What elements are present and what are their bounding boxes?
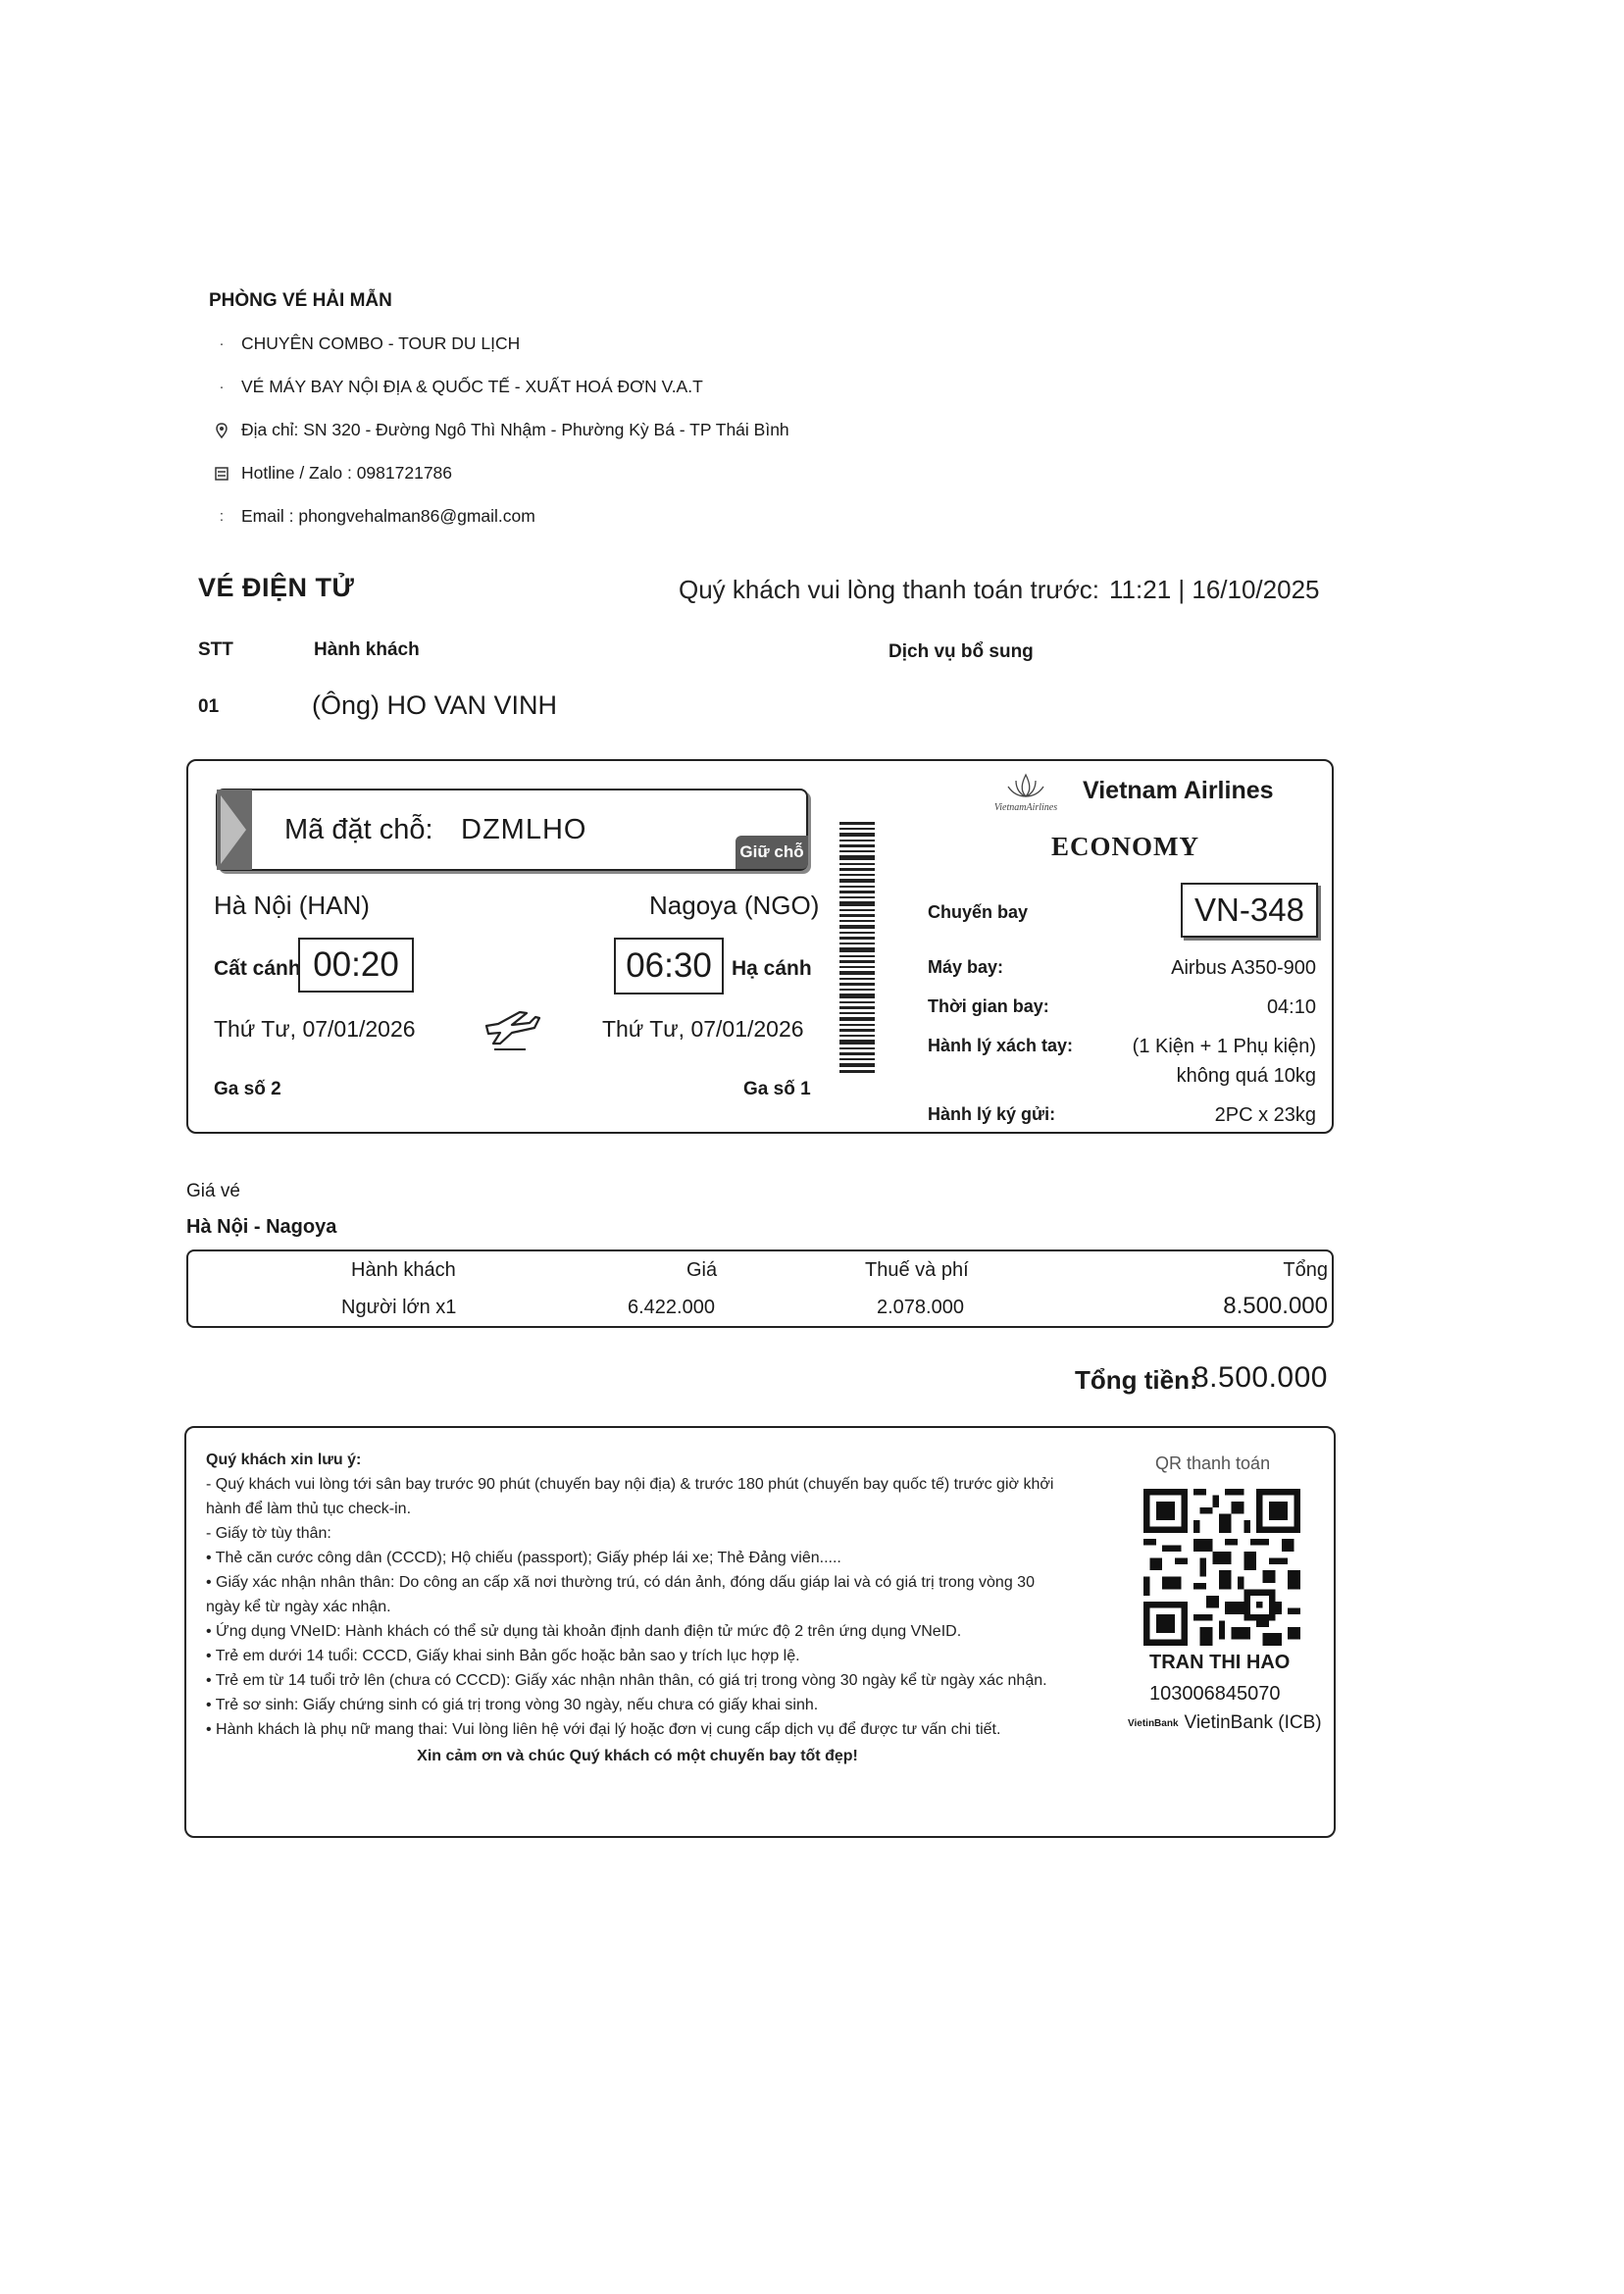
account-number: 103006845070 [1149,1683,1281,1705]
destination-city: Nagoya (NGO) [649,891,820,920]
note-item: • Ứng dụng VNeID: Hành khách có thể sử dụng tài khoản định danh điện tử mức độ 2 trên ứng dụng VNeID. [206,1623,962,1640]
flight-label: Chuyến bay [928,902,1029,922]
notes [206,1448,1069,1768]
arrival-time: 06:30 [614,938,724,994]
agency-address [214,420,789,440]
checked-baggage-label: Hành lý ký gửi: [928,1104,1056,1124]
fare-total: 8.500.000 [1223,1293,1328,1319]
grand-total-value: 8.500.000 [1193,1361,1328,1394]
agency-line-text: CHUYÊN COMBO - TOUR DU LỊCH [241,333,521,353]
notes-title: Quý khách xin lưu ý: [206,1452,362,1468]
departure-terminal: Ga số 2 [214,1079,281,1099]
fare-header-total: Tổng [1283,1259,1328,1281]
note-item: • Trẻ em từ 14 tuổi trở lên (chưa có CCCD): Giấy xác nhận nhân thân, có giá trị trong vòng 30 ngày kể từ ngày xác nhận. [206,1672,1047,1689]
closing-message: Xin cảm ơn và chúc Quý khách có một chuyến bay tốt đẹp! [417,1748,858,1764]
fare-tax: 2.078.000 [877,1297,964,1318]
passenger-stt: 01 [198,696,220,717]
note-item: • Giấy xác nhận nhân thân: Do công an cấp xã nơi thường trú, có dán ảnh, đóng dấu giáp lai và có giá trị trong vòng 30 ngày kể từ ngày xác nhận. [206,1574,1035,1615]
note-item: - Quý khách vui lòng tới sân bay trước 90 phút (chuyến bay nội địa) & trước 180 phút (chuyến bay quốc tế) trước giờ khởi hành để làm thủ tục check-in. [206,1476,1054,1517]
agency-line [214,377,703,397]
cabin-baggage-limit: không quá 10kg [1176,1065,1316,1087]
airplane-icon [481,1004,541,1051]
fare-passenger: Người lớn x1 [341,1297,457,1318]
pnr-code: DZMLHO [461,814,587,845]
agency-email-text: Email : phongvehalman86@gmail.com [241,506,535,526]
note-item: - Giấy tờ tùy thân: [206,1525,331,1542]
header-stt: STT [198,639,233,660]
agency-hotline-text: Hotline / Zalo : 0981721786 [241,463,453,483]
qr-title: QR thanh toán [1155,1453,1271,1473]
header-services: Dịch vụ bổ sung [888,641,1034,662]
fare-header-price: Giá [686,1259,718,1281]
pnr-label: Mã đặt chỗ: [284,814,433,845]
duration-value: 04:10 [1266,996,1316,1018]
fare-route: Hà Nội - Nagoya [186,1216,337,1238]
cabin-baggage-label: Hành lý xách tay: [928,1036,1074,1055]
bullet-icon: · [219,335,225,352]
payment-deadline-note [679,575,1320,605]
note-item: • Trẻ em dưới 14 tuổi: CCCD, Giấy khai sinh Bản gốc hoặc bản sao y trích lục hợp lệ. [206,1648,800,1664]
arrival-label: Hạ cánh [732,957,812,980]
status-badge: Giữ chỗ [736,836,808,869]
bullet-icon: · [219,379,225,395]
arrival-date: Thứ Tư, 07/01/2026 [602,1016,804,1042]
aircraft-label: Máy bay: [928,957,1004,977]
note-item: • Thẻ căn cước công dân (CCCD); Hộ chiếu (passport); Giấy phép lái xe; Thẻ Đảng viên..... [206,1550,841,1566]
checked-baggage-value: 2PC x 23kg [1214,1104,1316,1126]
fare-label: Giá vé [186,1181,240,1201]
departure-label: Cất cánh [214,957,301,980]
agency-email [214,506,535,527]
grand-total-label: Tổng tiền: [1075,1365,1198,1395]
payment-deadline: 11:21 | 16/10/2025 [1109,575,1320,604]
bank-info [1128,1712,1322,1734]
airline-logo [977,771,1075,814]
agency-hotline [214,463,452,484]
airline-logo-text: VietnamAirlines [993,802,1058,813]
arrival-terminal: Ga số 1 [743,1079,811,1099]
agency-address-text: Địa chỉ: SN 320 - Đường Ngô Thì Nhậm - Phường Kỳ Bá - TP Thái Bình [241,420,789,439]
departure-date: Thứ Tư, 07/01/2026 [214,1016,416,1042]
page-title: VÉ ĐIỆN TỬ [198,573,355,602]
phone-icon [214,466,229,482]
location-icon [214,423,229,438]
fare-header-tax: Thuế và phí [865,1259,969,1281]
aircraft-value: Airbus A350-900 [1171,957,1316,979]
passenger-name: (Ông) HO VAN VINH [312,690,558,720]
note-item: • Trẻ sơ sinh: Giấy chứng sinh có giá trị trong vòng 30 ngày, nếu chưa có giấy khai sinh. [206,1697,819,1713]
cabin-baggage-value: (1 Kiện + 1 Phụ kiện) [1132,1036,1316,1057]
fare-header-passenger: Hành khách [351,1259,456,1281]
cabin-class: ECONOMY [1051,832,1199,861]
payment-qr-code [1143,1489,1300,1646]
barcode [839,822,875,1073]
airline-name: Vietnam Airlines [1083,777,1274,804]
payment-note-label: Quý khách vui lòng thanh toán trước: [679,575,1100,604]
departure-time: 00:20 [298,938,414,993]
agency-line [214,333,520,354]
origin-city: Hà Nội (HAN) [214,891,370,920]
account-name: TRAN THI HAO [1149,1652,1291,1673]
fare-price: 6.422.000 [628,1297,715,1318]
bank-name: VietinBank (ICB) [1184,1712,1322,1733]
note-item: • Hành khách là phụ nữ mang thai: Vui lòng liên hệ với đại lý hoặc đơn vị cung cấp dịch vụ để được tư vấn chi tiết. [206,1721,1001,1738]
agency-name: PHÒNG VÉ HẢI MẪN [209,290,392,311]
header-passenger: Hành khách [314,639,420,660]
pnr-arrow-icon [217,790,252,870]
flight-number: VN-348 [1181,883,1318,938]
duration-label: Thời gian bay: [928,996,1049,1016]
agency-line-text: VÉ MÁY BAY NỘI ĐỊA & QUỐC TẾ - XUẤT HOÁ ĐƠN V.A.T [241,377,703,396]
email-icon: : [219,508,225,525]
bank-logo: VietinBank [1128,1717,1179,1729]
